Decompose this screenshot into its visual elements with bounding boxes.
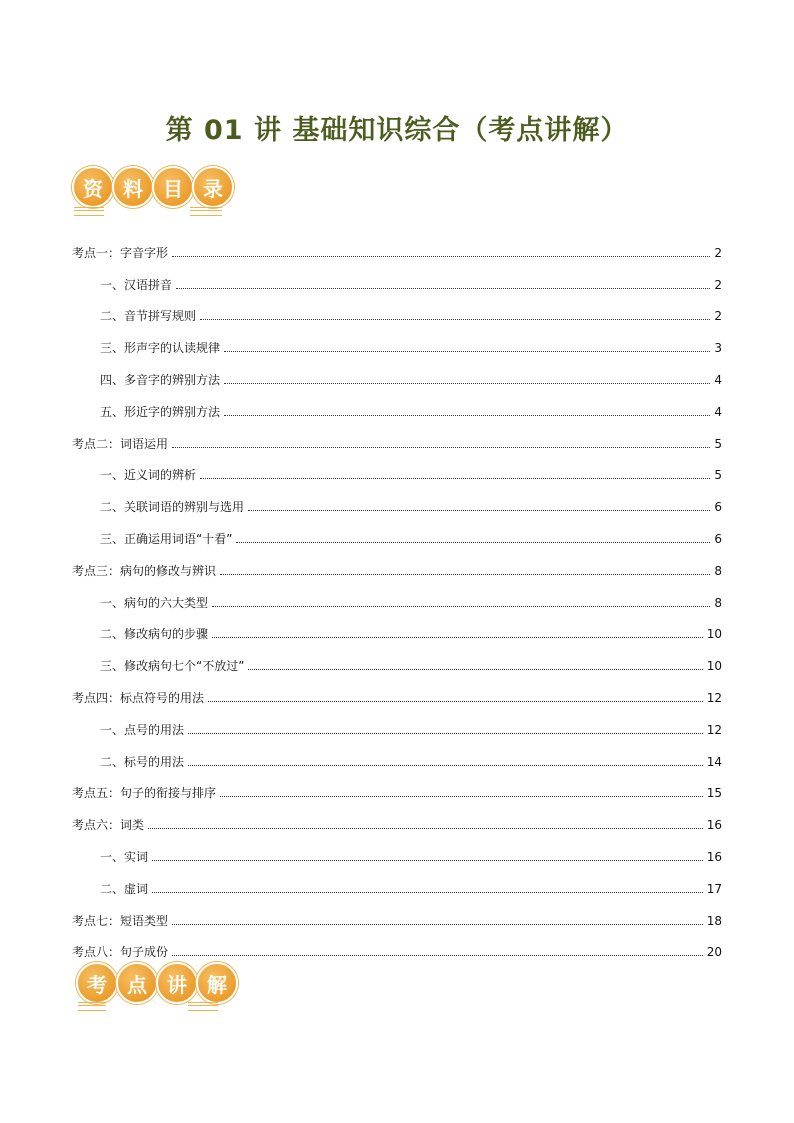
- toc-leader-dots: [200, 319, 710, 320]
- toc-page-number: 2: [714, 277, 722, 292]
- toc-leader-dots: [224, 383, 710, 384]
- toc-entry-label: 考点一：字音字形: [72, 245, 169, 260]
- toc-leader-dots: [172, 924, 703, 925]
- toc-subentry[interactable]: [72, 482, 722, 514]
- toc-subentry[interactable]: [72, 387, 722, 419]
- toc-heading-badges: [72, 166, 232, 208]
- toc-subentry[interactable]: [72, 514, 722, 546]
- badge-underline-left: [78, 1002, 106, 1011]
- toc-leader-dots: [188, 765, 703, 766]
- toc-page-number: 18: [706, 913, 722, 928]
- toc-entry-label: 三、正确运用词语“十看”: [100, 531, 233, 546]
- toc-subentry[interactable]: [72, 292, 722, 324]
- toc-page-number: 14: [706, 754, 722, 769]
- toc-entry-label: 一、点号的用法: [100, 722, 185, 737]
- toc-entry[interactable]: [72, 673, 722, 705]
- toc-page-number: 5: [714, 436, 722, 451]
- toc-leader-dots: [172, 955, 703, 956]
- toc-subentry[interactable]: [72, 355, 722, 387]
- toc-leader-dots: [200, 478, 710, 479]
- toc-subentry[interactable]: [72, 451, 722, 483]
- toc-entry-label: 考点三：病句的修改与辨识: [72, 563, 217, 578]
- toc-entry[interactable]: [72, 928, 722, 960]
- badge-char: 料: [112, 166, 154, 208]
- toc-page-number: 5: [714, 468, 722, 483]
- badge-underline-right: [188, 1002, 218, 1011]
- toc-subentry[interactable]: [72, 641, 722, 673]
- toc-entry-label: 四、多音字的辨别方法: [100, 372, 221, 387]
- toc-entry-label: 一、近义词的辨析: [100, 468, 197, 483]
- toc-leader-dots: [224, 415, 710, 416]
- toc-leader-dots: [212, 606, 710, 607]
- badge-underline-right: [190, 207, 222, 216]
- table-of-contents: [72, 228, 722, 959]
- toc-entry[interactable]: [72, 769, 722, 801]
- toc-subentry[interactable]: [72, 260, 722, 292]
- badge-underline-left: [74, 207, 104, 216]
- toc-subentry[interactable]: [72, 832, 722, 864]
- toc-entry-label: 五、形近字的辨别方法: [100, 404, 221, 419]
- toc-page-number: 12: [706, 722, 722, 737]
- toc-entry-label: 二、关联词语的辨别与选用: [100, 500, 245, 515]
- toc-entry-label: 考点八：句子成份: [72, 945, 169, 960]
- toc-leader-dots: [152, 892, 703, 893]
- badge-char: 资: [72, 166, 114, 208]
- toc-page-number: 6: [714, 531, 722, 546]
- toc-leader-dots: [248, 510, 710, 511]
- toc-entry-label: 二、音节拼写规则: [100, 309, 197, 324]
- toc-subentry[interactable]: [72, 737, 722, 769]
- toc-leader-dots: [212, 637, 703, 638]
- toc-entry[interactable]: [72, 228, 722, 260]
- toc-entry-label: 三、修改病句七个“不放过”: [100, 659, 245, 674]
- toc-entry-label: 一、汉语拼音: [100, 277, 173, 292]
- toc-entry-label: 考点六：词类: [72, 818, 145, 833]
- toc-leader-dots: [236, 542, 710, 543]
- toc-page-number: 8: [714, 595, 722, 610]
- toc-subentry[interactable]: [72, 705, 722, 737]
- toc-page-number: 4: [714, 372, 722, 387]
- toc-leader-dots: [224, 351, 710, 352]
- toc-leader-dots: [152, 860, 703, 861]
- toc-page-number: 2: [714, 309, 722, 324]
- toc-entry-label: 考点二：词语运用: [72, 436, 169, 451]
- toc-entry[interactable]: [72, 546, 722, 578]
- toc-entry-label: 考点四：标点符号的用法: [72, 690, 205, 705]
- toc-page-number: 2: [714, 245, 722, 260]
- toc-page-number: 6: [714, 500, 722, 515]
- toc-entry-label: 一、实词: [100, 849, 149, 864]
- toc-subentry[interactable]: [72, 578, 722, 610]
- toc-subentry[interactable]: [72, 610, 722, 642]
- toc-entry[interactable]: [72, 419, 722, 451]
- toc-entry-label: 三、形声字的认读规律: [100, 341, 221, 356]
- badge-char: 点: [116, 962, 158, 1004]
- toc-entry-label: 二、标号的用法: [100, 754, 185, 769]
- toc-entry-label: 二、修改病句的步骤: [100, 627, 209, 642]
- toc-page-number: 3: [714, 341, 722, 356]
- badge-char: 目: [152, 166, 194, 208]
- toc-entry[interactable]: [72, 800, 722, 832]
- toc-entry-label: 考点五：句子的衔接与排序: [72, 786, 217, 801]
- toc-leader-dots: [188, 733, 703, 734]
- toc-page-number: 10: [706, 627, 722, 642]
- toc-page-number: 16: [706, 849, 722, 864]
- toc-page-number: 8: [714, 563, 722, 578]
- badge-char: 讲: [156, 962, 198, 1004]
- toc-leader-dots: [148, 828, 703, 829]
- toc-leader-dots: [220, 796, 703, 797]
- badge-char: 录: [192, 166, 234, 208]
- toc-leader-dots: [220, 574, 710, 575]
- toc-entry-label: 二、虚词: [100, 881, 149, 896]
- toc-subentry[interactable]: [72, 323, 722, 355]
- toc-leader-dots: [248, 669, 702, 670]
- toc-subentry[interactable]: [72, 864, 722, 896]
- badge-char: 考: [76, 962, 118, 1004]
- section-heading-badges: [76, 962, 236, 1004]
- page-title: 第 01 讲 基础知识综合（考点讲解）: [165, 115, 629, 146]
- toc-entry-label: 一、病句的六大类型: [100, 595, 209, 610]
- toc-page-number: 15: [706, 786, 722, 801]
- toc-page-number: 10: [706, 659, 722, 674]
- toc-leader-dots: [208, 701, 703, 702]
- toc-page-number: 4: [714, 404, 722, 419]
- toc-leader-dots: [176, 288, 710, 289]
- toc-leader-dots: [172, 447, 710, 448]
- toc-entry[interactable]: [72, 896, 722, 928]
- toc-page-number: 20: [706, 945, 722, 960]
- toc-page-number: 16: [706, 818, 722, 833]
- toc-entry-label: 考点七：短语类型: [72, 913, 169, 928]
- badge-char: 解: [196, 962, 238, 1004]
- toc-page-number: 12: [706, 690, 722, 705]
- toc-leader-dots: [172, 256, 710, 257]
- toc-page-number: 17: [706, 881, 722, 896]
